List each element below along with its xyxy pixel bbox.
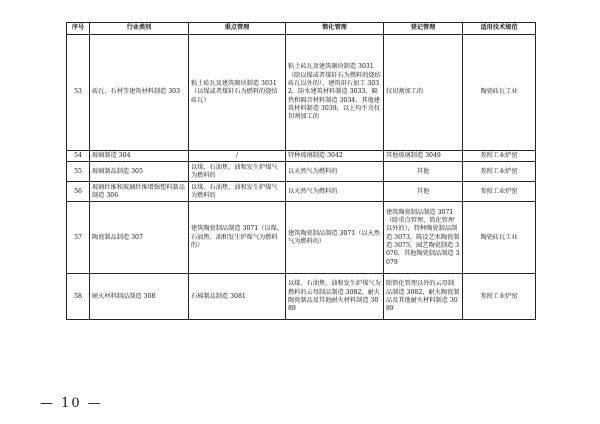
header-registration-management: 登记管理 bbox=[384, 23, 463, 35]
cell-no: 57 bbox=[67, 202, 90, 274]
header-category: 行业类别 bbox=[90, 23, 189, 35]
cell-key: 石棉制品制造 3081 bbox=[189, 274, 286, 320]
cell-simple: 以煤、石油焦、油和发生炉煤气为燃料的云母制品制造 3082、耐火陶瓷制品及其他耐火材料制造 3089 bbox=[286, 274, 384, 320]
permit-table-container bbox=[66, 22, 535, 320]
cell-spec: 陶瓷砖瓦工业 bbox=[463, 202, 536, 274]
cell-no: 58 bbox=[67, 274, 90, 320]
cell-register: 仅切割加工的 bbox=[384, 35, 463, 151]
cell-key: / bbox=[189, 151, 286, 162]
header-simplified-management: 简化管理 bbox=[286, 23, 384, 35]
cell-register: 其他 bbox=[384, 182, 463, 202]
cell-category: 耐火材料制品制造 308 bbox=[90, 274, 189, 320]
table-row bbox=[67, 35, 536, 151]
cell-category: 玻璃纤维和玻璃纤维增强塑料制品制造 306 bbox=[90, 182, 189, 202]
cell-category: 砖瓦、石材等建筑材料制造 303 bbox=[90, 35, 189, 151]
header-key-management: 重点管理 bbox=[189, 23, 286, 35]
cell-key: 以煤、石油焦、油和发生炉煤气为燃料的 bbox=[189, 162, 286, 182]
cell-category: 玻璃制品制造 305 bbox=[90, 162, 189, 182]
cell-spec: 参照工业炉窑 bbox=[463, 162, 536, 182]
cell-register: 其他玻璃制造 3049 bbox=[384, 151, 463, 162]
cell-register: 除简化管理以外的云母制品制造 3082、耐火陶瓷制品及其他耐火材料制造 3089 bbox=[384, 274, 463, 320]
cell-register: 其他 bbox=[384, 162, 463, 182]
cell-spec: 参照工业炉窑 bbox=[463, 151, 536, 162]
cell-spec: 陶瓷砖瓦工业 bbox=[463, 35, 536, 151]
cell-no: 54 bbox=[67, 151, 90, 162]
header-technical-spec: 适用技术规范 bbox=[463, 23, 536, 35]
table-header-row bbox=[67, 23, 536, 35]
cell-simple: 粘土砖瓦及建筑砌块制造 3031（除以煤或者煤矸石为燃料的烧结砖瓦以外的），建筑用石加工 3032，防水建筑材料制造 3033，隔热和隔音材料制造 3034，其他建筑材料制造 3039，以上均不含仅切割加工的 bbox=[286, 35, 384, 151]
cell-key: 以煤、石油焦、油和发生炉煤气为燃料的 bbox=[189, 182, 286, 202]
industry-management-table bbox=[66, 22, 536, 320]
table-row bbox=[67, 274, 536, 320]
cell-key: 建筑陶瓷制品制造 3071（以煤、石油焦、油和发生炉煤气为燃料的） bbox=[189, 202, 286, 274]
page-number: — 10 — bbox=[40, 396, 103, 411]
cell-spec: 参照工业炉窑 bbox=[463, 182, 536, 202]
table-row bbox=[67, 182, 536, 202]
cell-no: 53 bbox=[67, 35, 90, 151]
cell-key: 粘土砖瓦及建筑砌块制造 3031（以煤或者煤矸石为燃料的烧结砖瓦） bbox=[189, 35, 286, 151]
cell-simple: 以天然气为燃料的 bbox=[286, 162, 384, 182]
cell-simple: 建筑陶瓷制品制造 3071（以天然气为燃料的） bbox=[286, 202, 384, 274]
table-row bbox=[67, 202, 536, 274]
header-no: 序号 bbox=[67, 23, 90, 35]
cell-spec: 参照工业炉窑 bbox=[463, 274, 536, 320]
cell-no: 55 bbox=[67, 162, 90, 182]
table-row bbox=[67, 151, 536, 162]
cell-simple: 特种玻璃制造 3042 bbox=[286, 151, 384, 162]
cell-category: 陶瓷制品制造 307 bbox=[90, 202, 189, 274]
cell-register: 建筑陶瓷制品制造 3071（除重点管理、简化管理以外的），特种陶瓷制品制造 3073，陈设艺术陶瓷制造 3075，园艺陶瓷制造 3076，其他陶瓷制品制造 3079 bbox=[384, 202, 463, 274]
cell-simple: 以天然气为燃料的 bbox=[286, 182, 384, 202]
cell-category: 玻璃制造 304 bbox=[90, 151, 189, 162]
table-row bbox=[67, 162, 536, 182]
cell-no: 56 bbox=[67, 182, 90, 202]
